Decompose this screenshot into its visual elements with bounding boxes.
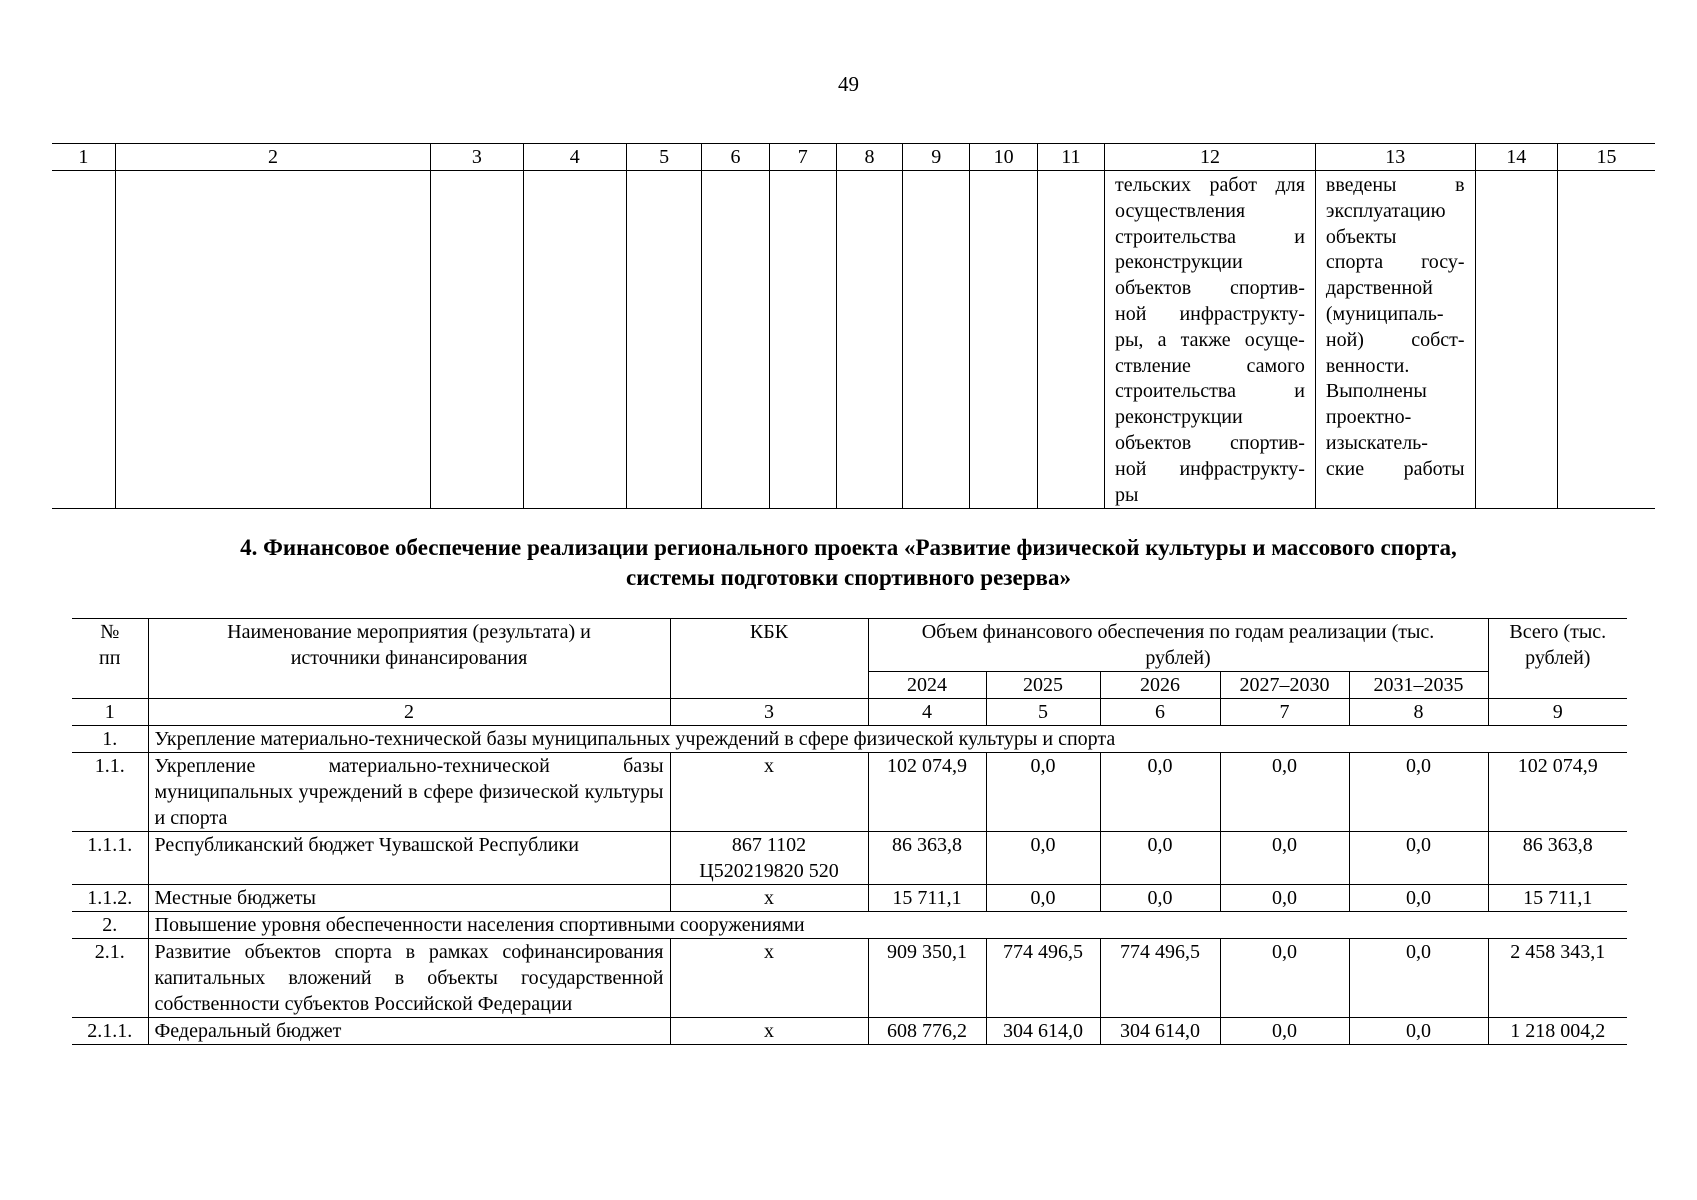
row-name: Местные бюджеты <box>148 885 670 912</box>
cell-word: ной <box>1114 457 1147 480</box>
column-number: 3 <box>431 144 523 171</box>
cell-word: объектов <box>1114 431 1192 454</box>
column-number-row <box>52 144 1655 171</box>
cell-word: ной <box>1114 302 1147 325</box>
cell-text-line <box>1115 225 1305 251</box>
cell-word: спортив- <box>1230 277 1305 300</box>
value-total: 2 458 343,1 <box>1488 939 1627 1018</box>
cell-text-line <box>1115 276 1305 302</box>
row-number: 2. <box>72 912 148 939</box>
cell-text-line <box>1326 225 1465 251</box>
value-2027-2030: 0,0 <box>1220 753 1349 832</box>
column-number: 7 <box>769 144 836 171</box>
section-heading-line: 4. Финансовое обеспечение реализации регионального проекта «Развитие физической культуры и массового спорта, <box>240 535 1457 560</box>
value-total: 102 074,9 <box>1488 753 1627 832</box>
value-2026: 0,0 <box>1100 753 1220 832</box>
header-year: 2025 <box>986 672 1100 699</box>
row-kbk: 867 1102 Ц520219820 520 <box>670 832 868 885</box>
financing-table <box>72 618 1627 1045</box>
cell-text-line <box>1115 250 1305 276</box>
column-number: 1 <box>72 699 148 726</box>
cell-word: инфраструкту- <box>1179 302 1305 325</box>
column-number: 2 <box>148 699 670 726</box>
column-number: 9 <box>903 144 970 171</box>
cell-text-line <box>1115 199 1305 225</box>
cell-word: спорта <box>1325 251 1384 274</box>
cell-word: ры, <box>1114 328 1144 351</box>
column-number: 8 <box>1349 699 1488 726</box>
cell-text-line <box>1326 379 1465 405</box>
section-row <box>72 726 1627 753</box>
column-number: 11 <box>1037 144 1104 171</box>
table-row <box>72 753 1627 832</box>
cell-text-line <box>1115 431 1305 457</box>
column-number-row <box>72 699 1627 726</box>
cell-word: спортив- <box>1230 431 1305 454</box>
table-row <box>52 171 1655 509</box>
cell-text-line <box>1326 405 1465 431</box>
section-heading-line: системы подготовки спортивного резерва» <box>626 565 1071 590</box>
cell-word: строительства <box>1114 380 1236 403</box>
table-row <box>72 939 1627 1018</box>
column-number: 3 <box>670 699 868 726</box>
cell-word: в <box>1455 174 1465 196</box>
cell-word: строительства <box>1114 225 1236 248</box>
row-kbk: х <box>670 1018 868 1045</box>
cell-word: дарственной <box>1325 277 1433 300</box>
cell-text-line <box>1115 328 1305 354</box>
value-2025: 0,0 <box>986 753 1100 832</box>
header-total: Всего (тыс. рублей) <box>1488 619 1627 699</box>
cell-text-line <box>1115 457 1305 483</box>
row-number: 1.1. <box>72 753 148 832</box>
value-total: 15 711,1 <box>1488 885 1627 912</box>
cell-text-line <box>1115 379 1305 405</box>
cell-word: тельских <box>1114 174 1191 196</box>
row-kbk: х <box>670 939 868 1018</box>
cell-text-line <box>1115 483 1305 509</box>
cell-word: эксплуатацию <box>1325 199 1446 222</box>
table-row <box>72 885 1627 912</box>
cell-word: и <box>1294 225 1305 248</box>
row-number: 2.1. <box>72 939 148 1018</box>
value-2031-2035: 0,0 <box>1349 832 1488 885</box>
cell-word: ной) <box>1325 328 1364 351</box>
value-2031-2035: 0,0 <box>1349 753 1488 832</box>
cell-text-line <box>1115 354 1305 380</box>
row-name: Укрепление материально-технической базы муниципальных учреждений в сфере физической культуры и спорта <box>148 753 670 832</box>
row-number: 2.1.1. <box>72 1018 148 1045</box>
header-name: Наименование мероприятия (результата) и источники финансирования <box>148 619 670 699</box>
value-2027-2030: 0,0 <box>1220 1018 1349 1045</box>
column-number: 13 <box>1315 144 1475 171</box>
cell-word: реконструкции <box>1114 406 1243 429</box>
header-num: № пп <box>72 619 148 699</box>
cell-word: венности. <box>1325 354 1410 377</box>
cell-word: объекты <box>1325 225 1397 248</box>
row-number: 1.1.1. <box>72 832 148 885</box>
header-year: 2026 <box>1100 672 1220 699</box>
cell-word: Выполнены <box>1325 380 1427 403</box>
cell-word: работы <box>1403 457 1465 480</box>
header-volume: Объем финансового обеспечения по годам реализации (тыс. рублей) <box>868 619 1488 672</box>
cell-word: для <box>1275 174 1305 196</box>
column-number: 4 <box>868 699 986 726</box>
page-number: 49 <box>838 72 859 96</box>
table-row <box>72 1018 1627 1045</box>
column-number: 6 <box>1100 699 1220 726</box>
header-kbk: КБК <box>670 619 868 699</box>
cell-word: а <box>1157 328 1167 351</box>
value-2025: 304 614,0 <box>986 1018 1100 1045</box>
value-2031-2035: 0,0 <box>1349 939 1488 1018</box>
value-2031-2035: 0,0 <box>1349 885 1488 912</box>
cell-word: изыскатель- <box>1325 431 1428 454</box>
cell-word: самого <box>1246 354 1305 377</box>
cell-word: собст- <box>1411 328 1465 351</box>
value-2026: 0,0 <box>1100 832 1220 885</box>
cell-word: введены <box>1325 174 1397 196</box>
value-2027-2030: 0,0 <box>1220 939 1349 1018</box>
cell-word: (муниципаль- <box>1325 302 1444 325</box>
value-2025: 0,0 <box>986 832 1100 885</box>
header-year: 2024 <box>868 672 986 699</box>
value-2026: 0,0 <box>1100 885 1220 912</box>
cell-word: объектов <box>1114 277 1192 300</box>
cell-word: ры <box>1114 483 1139 506</box>
column-number: 7 <box>1220 699 1349 726</box>
column-number: 6 <box>702 144 769 171</box>
header-year: 2027–2030 <box>1220 672 1349 699</box>
cell-word: проектно- <box>1325 406 1412 429</box>
cell-word: осуществления <box>1114 199 1246 222</box>
value-total: 86 363,8 <box>1488 832 1627 885</box>
column-number: 14 <box>1475 144 1557 171</box>
section-row <box>72 912 1627 939</box>
column-number: 5 <box>626 144 701 171</box>
cell-text-line <box>1326 354 1465 380</box>
value-2031-2035: 0,0 <box>1349 1018 1488 1045</box>
value-total: 1 218 004,2 <box>1488 1018 1627 1045</box>
row-number: 1. <box>72 726 148 753</box>
cell-word: и <box>1294 380 1305 403</box>
row-kbk: х <box>670 885 868 912</box>
section-title: Повышение уровня обеспеченности населения спортивными сооружениями <box>148 912 1627 939</box>
value-2024: 86 363,8 <box>868 832 986 885</box>
value-2027-2030: 0,0 <box>1220 832 1349 885</box>
column-number: 1 <box>52 144 115 171</box>
cell-text-line <box>1326 457 1465 483</box>
column-number: 10 <box>970 144 1037 171</box>
cell-word: госу- <box>1421 251 1465 274</box>
value-2026: 304 614,0 <box>1100 1018 1220 1045</box>
cell-word: инфраструкту- <box>1179 457 1305 480</box>
value-2024: 102 074,9 <box>868 753 986 832</box>
value-2027-2030: 0,0 <box>1220 885 1349 912</box>
cell-text-line <box>1326 276 1465 302</box>
continuation-table <box>52 143 1655 509</box>
column-number: 15 <box>1557 144 1655 171</box>
column-number: 12 <box>1104 144 1315 171</box>
col13-text <box>1315 171 1475 509</box>
row-number: 1.1.2. <box>72 885 148 912</box>
value-2026: 774 496,5 <box>1100 939 1220 1018</box>
cell-word: работ <box>1209 174 1258 196</box>
row-name: Республиканский бюджет Чувашской Республики <box>148 832 670 885</box>
column-number: 9 <box>1488 699 1627 726</box>
section-title: Укрепление материально-технической базы муниципальных учреждений в сфере физической культуры и спорта <box>148 726 1627 753</box>
cell-text-line <box>1115 302 1305 328</box>
column-number: 8 <box>836 144 902 171</box>
cell-text-line <box>1326 302 1465 328</box>
value-2025: 0,0 <box>986 885 1100 912</box>
cell-text-line <box>1326 431 1465 457</box>
column-number: 4 <box>523 144 626 171</box>
value-2024: 909 350,1 <box>868 939 986 1018</box>
cell-text-line <box>1326 199 1465 225</box>
cell-word: ствление <box>1114 354 1191 377</box>
row-kbk: х <box>670 753 868 832</box>
cell-text-line <box>1115 405 1305 431</box>
col12-text <box>1104 171 1315 509</box>
row-name: Развитие объектов спорта в рамках софинансирования капитальных вложений в объекты государственной собственности субъектов Российской Федерации <box>148 939 670 1018</box>
column-number: 2 <box>115 144 430 171</box>
header-year: 2031–2035 <box>1349 672 1488 699</box>
value-2024: 608 776,2 <box>868 1018 986 1045</box>
table-row <box>72 832 1627 885</box>
value-2025: 774 496,5 <box>986 939 1100 1018</box>
cell-word: также <box>1180 328 1231 351</box>
cell-text-line <box>1326 173 1465 199</box>
cell-word: реконструкции <box>1114 251 1243 274</box>
value-2024: 15 711,1 <box>868 885 986 912</box>
column-number: 5 <box>986 699 1100 726</box>
cell-text-line <box>1326 328 1465 354</box>
row-name: Федеральный бюджет <box>148 1018 670 1045</box>
section-heading <box>0 533 1697 593</box>
cell-word: ские <box>1325 457 1365 480</box>
cell-word: осуще- <box>1244 328 1305 351</box>
cell-text-line <box>1115 173 1305 199</box>
cell-text-line <box>1326 250 1465 276</box>
